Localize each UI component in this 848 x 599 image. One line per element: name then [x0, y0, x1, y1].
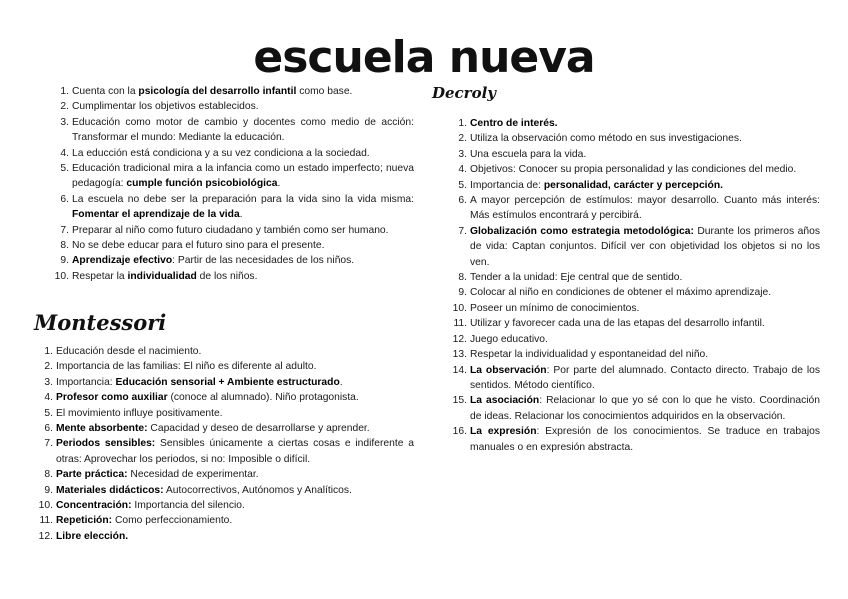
list-item — [38, 406, 414, 421]
list-item — [54, 99, 414, 114]
list-item-number: 10. — [452, 302, 467, 314]
list-item-number: 14. — [452, 364, 467, 376]
item-text: . — [277, 178, 281, 190]
list-item-number: 6. — [60, 193, 69, 205]
list-item-number: 6. — [44, 423, 53, 435]
item-text: Importancia: — [56, 376, 116, 388]
list-item-number: 5. — [60, 163, 69, 175]
list-item — [38, 483, 414, 498]
emphasis-text: psicología del desarrollo infantil — [138, 86, 297, 97]
list-item-number: 7. — [60, 224, 69, 236]
emphasis-text: Globalización como estrategia metodológica: — [470, 225, 694, 237]
item-text: Importancia de: — [470, 179, 544, 191]
item-text: Tender a la unidad: Eje central que de sentido. — [470, 272, 683, 284]
decroly-list — [452, 116, 820, 455]
list-item — [452, 131, 820, 146]
intro-list — [54, 84, 414, 284]
item-text: Durante los primeros años de vida: Captan conjuntos. Difícil ver con objetividad los objetos si no los ven. — [470, 225, 820, 268]
montessori-list — [38, 344, 414, 544]
item-text: Una escuela para la vida. — [470, 148, 587, 160]
list-item-number: 1. — [44, 346, 53, 357]
item-text: Juego educativo. — [470, 333, 548, 345]
item-text: como base. — [296, 86, 353, 97]
list-item — [54, 115, 414, 146]
item-text: Poseer un mínimo de conocimientos. — [470, 302, 640, 314]
item-text: de los niños. — [196, 270, 258, 282]
list-item-number: 1. — [60, 86, 69, 97]
list-item-number: 3. — [60, 116, 69, 128]
emphasis-text: Educación sensorial + Ambiente estructurado — [115, 376, 340, 388]
list-item — [452, 178, 820, 193]
item-text: : Relacionar lo que yo sé con lo que he visto. Coordinación de ideas. Relacionar los conocimientos adquiridos en la observación. — [470, 395, 820, 422]
list-item-number: 12. — [452, 333, 467, 345]
list-item-number: 11. — [39, 515, 53, 527]
emphasis-text: Profesor como auxiliar — [56, 392, 168, 404]
list-item-number: 15. — [452, 395, 467, 407]
list-item — [38, 375, 414, 390]
list-item — [54, 84, 414, 99]
list-item-number: 1. — [458, 118, 467, 129]
emphasis-text: Parte práctica: — [56, 469, 128, 481]
emphasis-text: cumple función psicobiológica — [126, 178, 278, 190]
item-text: : Por parte del alumnado. Contacto directo. Trabajo de los sentidos. Método científico. — [470, 364, 820, 391]
list-item — [38, 467, 414, 482]
emphasis-text: Libre elección. — [56, 530, 129, 542]
list-item — [452, 363, 820, 394]
item-text: Respetar la individualidad y espontaneidad del niño. — [470, 349, 709, 361]
item-text: Utiliza la observación como método en sus investigaciones. — [470, 133, 742, 145]
item-text: (conoce al alumnado). Niño protagonista. — [167, 392, 359, 404]
emphasis-text: Concentración: — [56, 500, 132, 512]
item-text: A mayor percepción de estímulos: mayor desarrollo. Cuanto más interés: Más estímulos encontrará y percibirá. — [470, 195, 820, 222]
list-item — [54, 223, 414, 238]
list-item-number: 5. — [44, 407, 53, 419]
list-item-number: 11. — [453, 318, 467, 330]
list-item-number: 6. — [458, 195, 467, 207]
emphasis-text: La observación — [470, 364, 547, 376]
list-item — [38, 436, 414, 467]
list-item-number: 4. — [458, 164, 467, 176]
list-item — [38, 344, 414, 359]
list-item-number: 8. — [60, 240, 69, 252]
list-item-number: 8. — [458, 272, 467, 284]
list-item — [54, 238, 414, 253]
item-text: . — [239, 209, 243, 221]
list-item-number: 2. — [458, 133, 467, 145]
list-item — [452, 147, 820, 162]
list-item-number: 9. — [60, 255, 69, 267]
list-item — [452, 347, 820, 362]
list-item — [38, 498, 414, 513]
item-text: Respetar la — [72, 270, 128, 282]
list-item — [452, 332, 820, 347]
list-item — [452, 193, 820, 224]
item-text: Objetivos: Conocer su propia personalidad y las condiciones del medio. — [470, 164, 797, 176]
list-item — [452, 224, 820, 270]
emphasis-text: personalidad, carácter y percepción. — [543, 179, 723, 191]
list-item — [38, 421, 414, 436]
list-item — [452, 301, 820, 316]
list-item-number: 5. — [458, 179, 467, 191]
list-item-number: 3. — [458, 148, 467, 160]
item-text: La escuela no debe ser la preparación para la vida sino la vida misma: — [72, 193, 414, 205]
emphasis-text: La asociación — [470, 395, 540, 407]
emphasis-text: La expresión — [470, 426, 537, 438]
emphasis-text: Repetición: — [56, 515, 113, 527]
list-item-number: 7. — [458, 225, 467, 237]
item-text: Importancia de las familias: El niño es diferente al adulto. — [56, 361, 317, 373]
item-text: Educación desde el nacimiento. — [56, 346, 202, 357]
emphasis-text: Mente absorbente: — [56, 423, 148, 435]
list-item — [452, 285, 820, 300]
list-item — [54, 269, 414, 284]
page-title: escuela nueva — [253, 32, 595, 83]
list-item — [452, 116, 820, 131]
list-item — [38, 359, 414, 374]
item-text: Colocar al niño en condiciones de obtener el máximo aprendizaje. — [470, 287, 772, 299]
list-item — [54, 192, 414, 223]
list-item-number: 8. — [44, 469, 53, 481]
item-text: El movimiento influye positivamente. — [56, 407, 223, 419]
item-text: Utilizar y favorecer cada una de las etapas del desarrollo infantil. — [470, 318, 765, 330]
item-text: Importancia del silencio. — [131, 500, 245, 512]
item-text: Educación como motor de cambio y docentes como medio de acción: Transformar el mundo: Mediante la educación. — [72, 116, 414, 144]
list-item-number: 9. — [458, 287, 467, 299]
item-text: Cuenta con la — [72, 86, 139, 97]
list-item — [54, 161, 414, 192]
list-item — [452, 316, 820, 331]
list-item-number: 9. — [44, 484, 53, 496]
list-item-number: 10. — [54, 270, 69, 282]
list-item-number: 12. — [38, 530, 53, 542]
list-item-number: 3. — [44, 376, 53, 388]
item-text: No se debe educar para el futuro sino para el presente. — [72, 240, 325, 252]
item-text: Capacidad y deseo de desarrollarse y aprender. — [147, 423, 370, 435]
emphasis-text: Centro de interés. — [470, 118, 558, 129]
list-item-number: 13. — [452, 349, 467, 361]
emphasis-text: Fomentar el aprendizaje de la vida — [72, 209, 240, 221]
list-item — [452, 162, 820, 177]
list-item-number: 7. — [44, 438, 53, 450]
list-item-number: 16. — [452, 426, 467, 438]
item-text: La educción está condiciona y a su vez condiciona a la sociedad. — [72, 147, 370, 159]
item-text: Preparar al niño como futuro ciudadano y también como ser humano. — [72, 224, 389, 236]
item-text: Sensibles únicamente a ciertas cosas e indiferente a otras: Aprovechar los periodos, si no: Imposible o difícil. — [56, 438, 414, 465]
list-item-number: 10. — [38, 500, 53, 512]
item-text: Educación tradicional mira a la infancia como un estado imperfecto; nueva pedagogía: — [72, 163, 414, 190]
decroly-heading: Decroly — [432, 84, 497, 102]
item-text: : Expresión de los conocimientos. Se traduce en trabajos manuales o en expresión abstracta. — [470, 426, 820, 453]
item-text: Cumplimentar los objetivos establecidos. — [72, 101, 259, 113]
item-text: . — [339, 376, 343, 388]
list-item — [54, 146, 414, 161]
list-item — [38, 529, 414, 544]
item-text: : Partir de las necesidades de los niños. — [172, 255, 355, 267]
list-item — [54, 253, 414, 268]
list-item-number: 4. — [60, 147, 69, 159]
list-item — [38, 513, 414, 528]
emphasis-text: Materiales didácticos: — [56, 484, 164, 496]
list-item-number: 2. — [60, 101, 69, 113]
item-text: Necesidad de experimentar. — [127, 469, 259, 481]
montessori-heading: Montessori — [34, 310, 167, 335]
list-item — [452, 393, 820, 424]
item-text: Como perfeccionamiento. — [112, 515, 233, 527]
item-text: Autocorrectivos, Autónomos y Analíticos. — [163, 484, 352, 496]
emphasis-text: individualidad — [127, 270, 197, 282]
emphasis-text: Periodos sensibles: — [56, 438, 156, 450]
list-item — [452, 270, 820, 285]
list-item-number: 4. — [44, 392, 53, 404]
emphasis-text: Aprendizaje efectivo — [72, 255, 173, 267]
list-item — [452, 424, 820, 455]
list-item — [38, 390, 414, 405]
list-item-number: 2. — [44, 361, 53, 373]
